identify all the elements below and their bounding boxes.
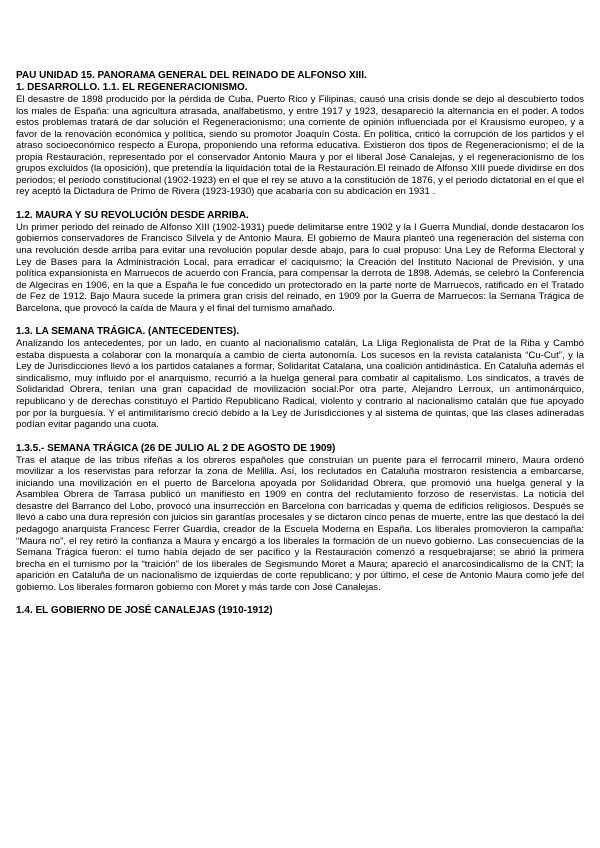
section-body-semana-tragica-antecedentes: Analizando los antecedentes, por un lado, en cuanto al nacionalismo catalán, La Lliga Regionalista de Prat de la Riba y Cambó estaba dispuesta a colaborar con la monarquía a cambio de cierta autonomía. Los sucesos en la revista catalanista “Cu-Cut”, y la Ley de Jurisdicciones llevó a los partidos catalanes a formar, Solidaritat Catalana, una coalición antidinástica. En Cataluña además el sindicalismo, muy influido por el anarquismo, recurrió a la huelga general para combatir al capitalismo. Los sindicatos, a través de Solidaridad Obrera, tenían una gran capacidad de movilización social.Por otra parte, Alejandro Lerroux, un antimonárquico, republicano y de derechas constituyó el Partido Republicano Radical, violento y contrario al nacionalismo catalán que fue apoyado por por la burguesía. Y el antimilitarismo creció debido a la Ley de Jurisdicciones y al sistema de quintas, que las clases adineradas podían evitar pagando una cuota. xyxy=(16,338,584,431)
section-spacer xyxy=(16,593,584,605)
section-spacer xyxy=(16,431,584,443)
section-heading-canalejas: 1.4. EL GOBIERNO DE JOSÉ CANALEJAS (1910-1912) xyxy=(16,605,273,617)
section-heading-regeneracionismo: 1. DESARROLLO. 1.1. EL REGENERACIONISMO. xyxy=(16,82,248,93)
section-body-regeneracionismo: El desastre de 1898 producido por la pérdida de Cuba, Puerto Rico y Filipinas, causó una crisis donde se dejo al descubierto todos los males de España: una agricultura atrasada, analfabetismo, y entre 1917 y 1923, desapareció la alternancia en el poder. A todos estos problemas tratará de dar solución el Regeneracionismo; una corriente de opinión influenciada por el Krausismo europeo, y a favor de la renovación económica y política, siendo su promotor Joaquín Costa. En política, criticó la corrupción de los partidos y el atraso socioeconómico respecto a Europa, proponiendo una reforma educativa. Existieron dos tipos de Regeneracionismo; el de la propia Restauración, representado por el conservador Antonio Maura y por el liberal José Canalejas, y el regeneracionismo de los grupos excluidos (la oposición), que pretendía la liquidación total de la Restauración.El reinado de Alfonso XIII puede dividirse en dos periodos; el periodo constitucional (1902-1923) en el que el rey se atuvo a la constitución de 1876, y el periodo dictatorial en el que el rey aceptó la Dictadura de Primo de Rivera (1923-1930) que acabaría con su abdicación en 1931 . xyxy=(16,94,584,198)
document-page xyxy=(16,70,584,617)
section-spacer xyxy=(16,314,584,326)
section-heading-semana-tragica: 1.3.5.- SEMANA TRÁGICA (26 DE JULIO AL 2 DE AGOSTO DE 1909) xyxy=(16,442,336,454)
section-heading-maura: 1.2. MAURA Y SU REVOLUCIÓN DESDE ARRIBA. xyxy=(16,209,249,221)
section-body-semana-tragica: Tras el ataque de las tribus rifeñas a los obreros españoles que construían un puente para el ferrocarril minero, Maura ordenó movilizar a los reservistas para reforzar la zona de Melilla. Así, los reclutados en Cataluña mostraron resistencia a embarcarse, iniciando una movilización en el puerto de Barcelona apoyada por Solidaridad Obrera, que promovió una huelga general y la Asamblea Obrera de Tarrasa publicó un manifiesto en 1909 en contra del reclutamiento forzoso de reservistas. La noticia del desastre del Barranco del Lobo, provocó una insurrección en Barcelona con barricadas y quema de edificios religiosos. Después se llevó a cabo una dura represión con juicios sin garantías procesales y se dictaron cinco penas de muerte, entre las que destacó la del pedagogo anarquista Francesc Ferrer Guardia, creador de la Escuela Moderna en España. Los liberales promovieron la campaña: “Maura no”, el rey retiró la confianza a Maura y encargó a los liberales la formación de un nuevo gobierno. Las consecuencias de la Semana Trágica fueron: el turno había dejado de ser pacífico y la Restauración comenzó a resquebrajarse; se abrió la primera brecha en el turnismo por la “traición” de los liberales de Segismundo Moret a Maura; apareció el anarcosindicalismo de la CNT; la aparición en Cataluña de un nacionalismo de izquierdas de corte republicano; y por último, el cese de Antonio Maura como jefe del gobierno. Los liberales formaron gobierno con Moret y más tarde con José Canalejas. xyxy=(16,454,584,593)
document-title: PAU UNIDAD 15. PANORAMA GENERAL DEL REINADO DE ALFONSO XIII. xyxy=(16,70,367,81)
section-spacer xyxy=(16,198,584,210)
section-body-maura: Un primer periodo del reinado de Alfonso XIII (1902-1931) puede delimitarse entre 1902 y la I Guerra Mundial, donde destacaron los gobiernos conservadores de Francisco Silvela y de Antonio Maura. El gobierno de Maura planteó una regeneración del sistema con una revolución desde arriba para evitar una revolución popular desde abajo, para lo cual propuso: Una Ley de Reforma Electoral y Ley de Bases para la Administración Local, para erradicar el caciquismo; la Creación del Instituto Nacional de Previsión, y una política expansionista en Marruecos de acuerdo con Francia, para compensar la derrota de 1898. Además, se celebró la Conferencia de Algeciras en 1906, en la que a España le fue concedido un protectorado en la parte norte de Marruecos, ratificado en el Tratado de Fez de 1912. Bajo Maura sucede la primera gran crisis del reinado, en 1909 por la Guerra de Marruecos: la Semana Trágica de Barcelona, que provocó la caída de Maura y el final del turnismo amañado. xyxy=(16,221,584,314)
section-heading-semana-tragica-antecedentes: 1.3. LA SEMANA TRÁGICA. (ANTECEDENTES). xyxy=(16,326,240,338)
